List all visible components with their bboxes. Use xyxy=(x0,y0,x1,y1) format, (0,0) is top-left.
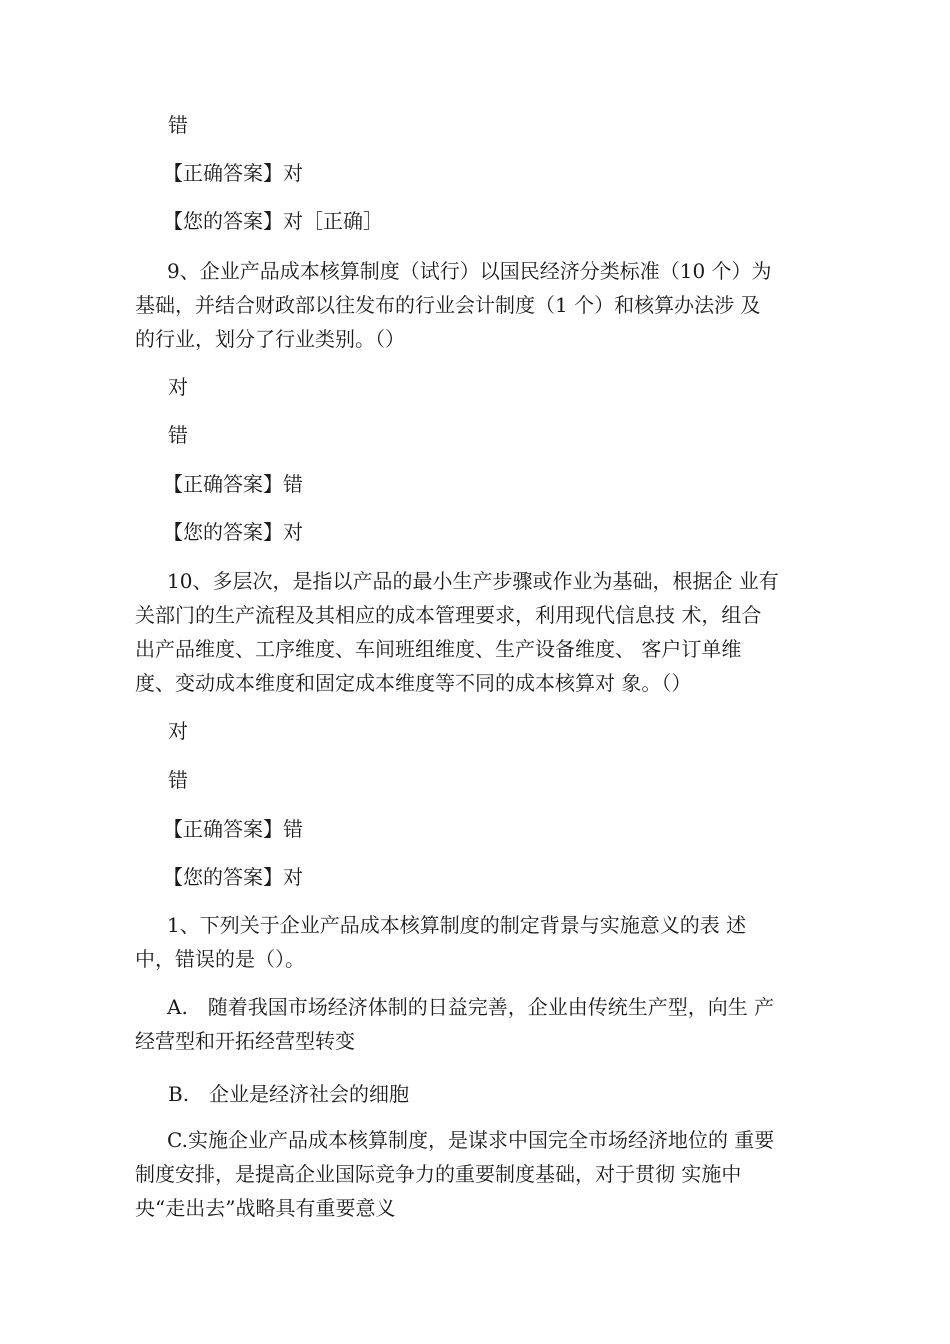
q9-option-right: 对 xyxy=(168,375,188,399)
q10-option-right: 对 xyxy=(168,719,188,743)
option-wrong: 错 xyxy=(168,113,188,137)
your-answer: 【您的答案】对［正确］ xyxy=(163,209,383,233)
q9-option-wrong: 错 xyxy=(168,423,188,447)
question-9-text: 9、企业产品成本核算制度（试行）以国民经济分类标准（10 个）为 基础，并结合财政部以往发布的行业会计制度（1 个）和核算办法涉 及 的行业，划分了行业类别。（） xyxy=(135,259,772,351)
correct-answer: 【正确答案】对 xyxy=(163,161,303,185)
q9-correct-answer: 【正确答案】错 xyxy=(163,472,303,496)
q10-correct-answer: 【正确答案】错 xyxy=(163,817,303,841)
q9-your-answer: 【您的答案】对 xyxy=(163,520,303,544)
q1-option-c: C.实施企业产品成本核算制度，是谋求中国完全市场经济地位的 重要 制度安排，是提高企业国际竞争力的重要制度基础，对于贯彻 实施中 央“走出去”战略具有重要意义 xyxy=(135,1128,775,1220)
q10-option-wrong: 错 xyxy=(168,768,188,792)
question-1-text: 1、下列关于企业产品成本核算制度的制定背景与实施意义的表 述 中，错误的是（）。 xyxy=(135,913,747,971)
q1-option-a: A. 随着我国市场经济体制的日益完善，企业由传统生产型，向生 产 经营型和开拓经营型转变 xyxy=(135,995,775,1053)
q1-option-b: B. 企业是经济社会的细胞 xyxy=(168,1082,410,1106)
q10-your-answer: 【您的答案】对 xyxy=(163,865,303,889)
question-10-text: 10、多层次，是指以产品的最小生产步骤或作业为基础，根据企 业有 关部门的生产流程及其相应的成本管理要求，利用现代信息技 术，组合 出产品维度、工序维度、车间班组维度、生产设备维度、 客户订单维 度、变动成本维度和固定成本维度等不同的成本核算对 象。（） xyxy=(135,569,779,695)
